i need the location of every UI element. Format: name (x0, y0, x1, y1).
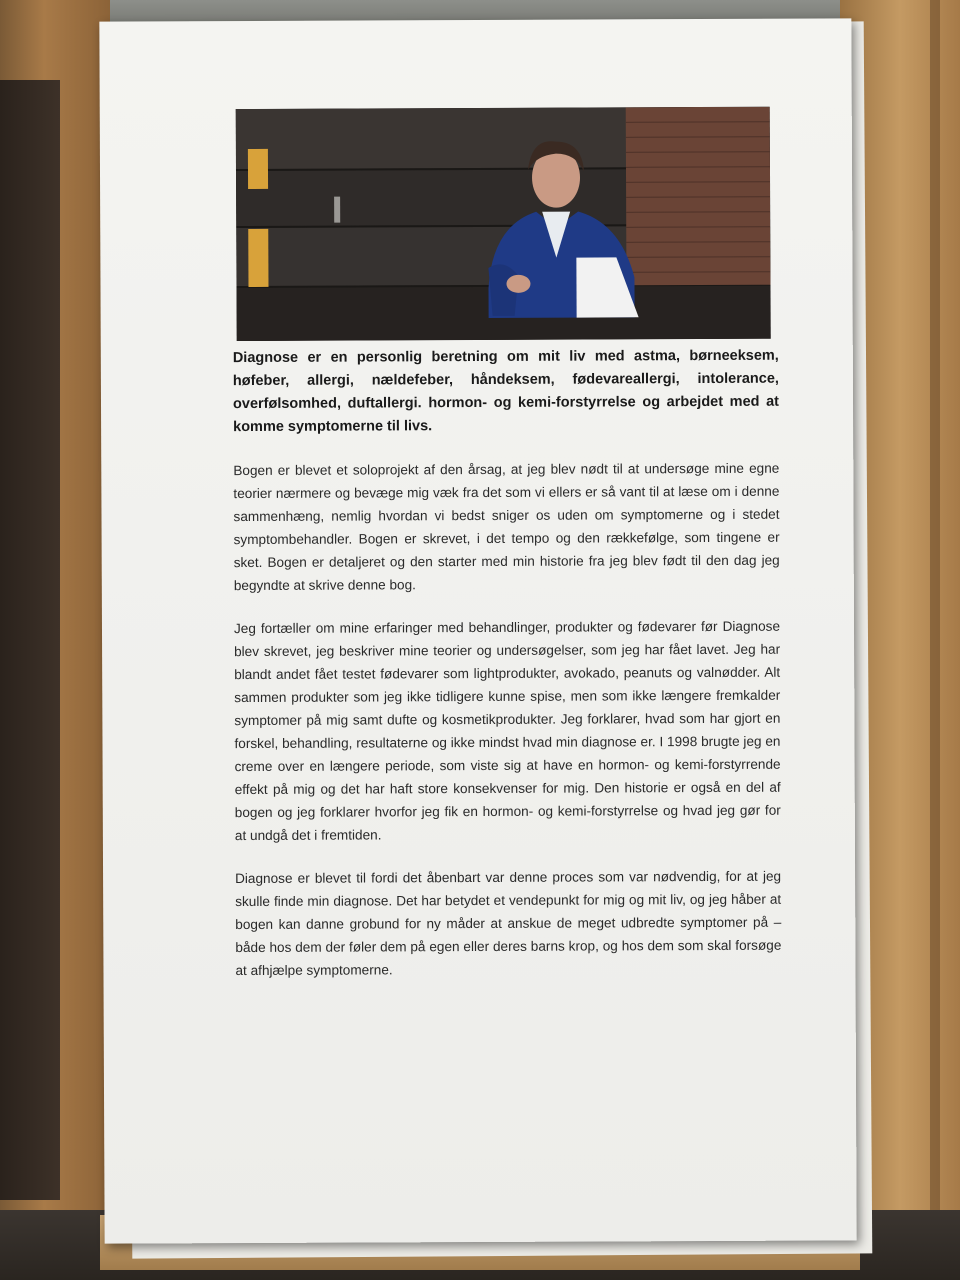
book-back-cover (99, 18, 856, 1243)
author-photo (236, 107, 771, 341)
author-photo-icon (236, 107, 771, 341)
body-paragraph: Jeg fortæller om mine erfaringer med behandlinger, produkter og fødevarer før Diagnose blev skrevet, jeg beskriver mine teorier og undersøgelser, som jeg har fået lavet. Jeg har blandt andet fået testet fødevarer som lightprodukter, avokado, peanuts og valnødder. Alt sammen produkter som jeg ikke tidligere kunne spise, men som ikke længere fremkalder symptomer på mig samt dufte og kosmetikprodukter. Jeg forklarer, hvad som har gjort en forskel, behandling, resultaterne og ikke mindst hvad min diagnose er. I 1998 brugte jeg en creme over en længere periode, som viste sig at have en hormon- og kemi-forstyrrende effekt på mig og det har haft store konsekvenser for mig. Den historie er også en del af bogen og jeg forklarer hvorfor jeg fik en hormon- og kemi-forstyrrelse og hvad jeg gør for at undgå det i fremtiden. (233, 618, 781, 844)
intro-text: Diagnose er en personlig beretning om mit liv med astma, børneeksem, høfeber, allergi, nældefeber, håndeksem, fødevareallergi, intolerance, overfølsomhed, duftallergi. hormon- og kemi-forstyrrelse og arbejdet med at komme symptomerne til livs. (232, 347, 780, 436)
book-spine-left (0, 80, 60, 1200)
shelf-right-grain (930, 0, 940, 1280)
cover-text (233, 345, 782, 1002)
body-paragraph: Bogen er blevet et soloprojekt af den årsag, at jeg blev nødt til at undersøge mine egne teorier nærmere og bevæge mig væk fra det som vi ellers er så vant til at læse om i denne sammenhæng, nemlig hvordan vi bedst sniger os uden om symptomerne og i stedet symptombehandler. Bogen er skrevet, i det tempo og den rækkefølge, som tingene er sket. Bogen er detaljeret og den starter med min historie fra jeg blev født til den dag jeg begyndte at skrive denne bog. (233, 460, 780, 594)
body-paragraph: Diagnose er blevet til fordi det åbenbart var denne proces som var nødvendig, for at jeg skulle finde min diagnose. Det har betydet et vendepunkt for mig og mit liv, og jeg håber at bogen kan danne grobund for ny måder at anskue de meget udbredte symptomer på – både hos dem der føler dem på egen eller deres barns krop, og hos dem som skal forsøge at afhjælpe symptomerne. (235, 868, 782, 979)
